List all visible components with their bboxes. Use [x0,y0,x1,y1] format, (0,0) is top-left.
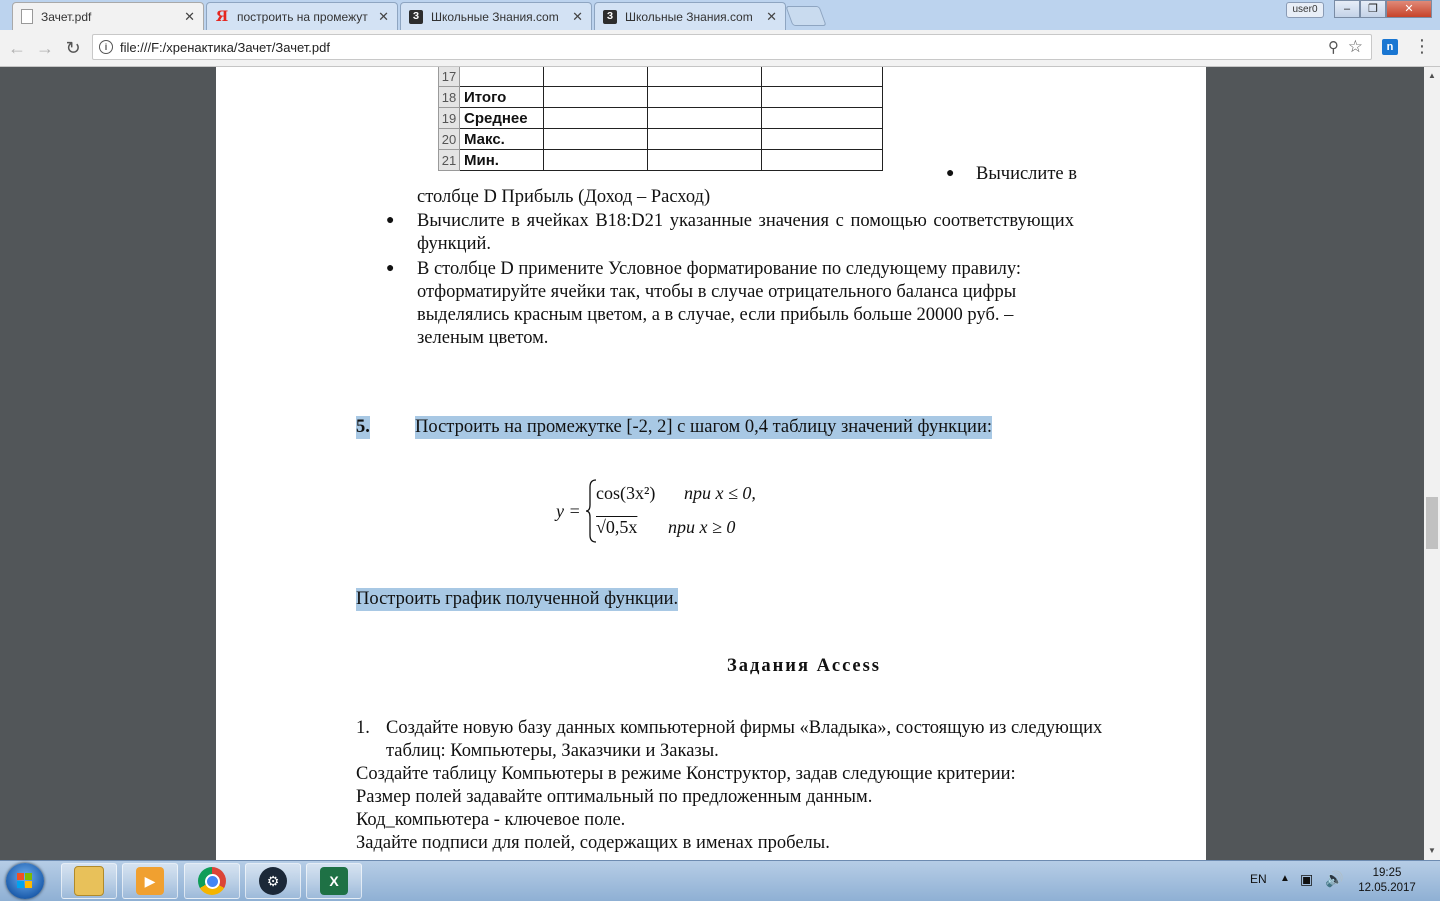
row-label: Среднее [460,108,544,129]
pdf-file-icon [21,9,33,24]
paragraph-line: Вычислите в ячейках B18:D21 указанные значения с помощью соответствующих [417,211,1074,231]
tab-title: Школьные Знания.com [431,9,559,24]
close-icon[interactable]: ✕ [184,8,195,24]
media-player-icon: ▶ [136,867,164,895]
tab-znania-1[interactable] [400,2,592,30]
row-number: 18 [439,87,460,108]
windows-taskbar [0,860,1440,901]
table-row [439,129,883,150]
bullet-dot: ● [386,261,395,276]
list-number: 1. [356,718,370,738]
paragraph-line: таблиц: Компьютеры, Заказчики и Заказы. [386,741,719,761]
row-label [460,67,544,87]
windows-logo-icon [17,873,33,889]
vertical-scrollbar[interactable] [1424,67,1440,860]
row-number: 19 [439,108,460,129]
folder-icon [74,866,104,896]
paragraph-line: зеленым цветом. [417,328,549,348]
menu-dots-icon[interactable]: ⋮ [1413,36,1431,56]
scrollbar-thumb[interactable] [1426,497,1438,549]
pdf-page [216,67,1206,860]
scroll-up-icon[interactable]: ▲ [1428,71,1436,80]
tab-title: Школьные Знания.com [625,9,753,24]
close-icon[interactable]: ✕ [572,8,583,24]
paragraph-line: функций. [417,234,491,254]
clock-date: 12.05.2017 [1358,882,1416,894]
close-icon[interactable]: ✕ [378,8,389,24]
network-icon[interactable]: ▣ [1300,871,1314,887]
formula-cond-1: при x ≤ 0, [684,483,756,503]
info-icon[interactable]: i [99,40,113,54]
row-number: 20 [439,129,460,150]
taskbar-excel[interactable] [306,863,362,899]
row-label: Итого [460,87,544,108]
formula-case-1: cos(3x²) [596,483,656,503]
browser-toolbar [0,30,1440,67]
paragraph-line: Размер полей задавайте оптимальный по предложенным данным. [356,787,873,807]
paragraph-line: Создайте таблицу Компьютеры в режиме Конструктор, задав следующие критерии: [356,764,1016,784]
close-icon[interactable]: ✕ [766,8,777,24]
paragraph-line: Создайте новую базу данных компьютерной фирмы «Владыка», состоящую из следующих [386,718,1103,738]
back-arrow-icon[interactable]: ← [8,38,26,58]
znania-icon: З [603,10,617,24]
tab-yandex-search[interactable] [206,2,398,30]
taskbar-chrome[interactable] [184,863,240,899]
table-row [439,150,883,171]
paragraph-line: Код_компьютера - ключевое поле. [356,810,626,830]
taskbar-media-player[interactable] [122,863,178,899]
paragraph-line: Задайте подписи для полей, содержащих в именах пробелы. [356,833,830,853]
forward-arrow-icon[interactable]: → [36,38,54,58]
scroll-down-icon[interactable]: ▼ [1428,846,1436,855]
row-number: 21 [439,150,460,171]
paragraph-line: В столбце D примените Условное форматирование по следующему правилу: [417,259,1022,279]
bookmark-star-icon[interactable]: ☆ [1347,37,1363,56]
paragraph-line: столбце D Прибыль (Доход – Расход) [417,187,711,207]
table-row [439,87,883,108]
piecewise-formula [556,477,786,557]
row-label: Макс. [460,129,544,150]
task-number: 5. [356,417,370,437]
taskbar-steam[interactable] [245,863,301,899]
row-number: 17 [439,67,460,87]
table-row [439,67,883,87]
row-label: Мин. [460,150,544,171]
chrome-icon [198,867,226,895]
formula-cond-2: при x ≥ 0 [668,517,736,537]
paragraph-line: Вычислите в [976,164,1077,184]
bullet-dot: ● [946,166,955,181]
formula-lhs: y = [556,501,581,521]
extension-icon[interactable]: n [1382,39,1398,55]
minimize-button[interactable]: – [1334,0,1360,18]
clock-time: 19:25 [1372,867,1402,879]
reload-icon[interactable]: ↻ [65,38,81,58]
pdf-viewer [0,67,1424,860]
maximize-button[interactable]: ❐ [1360,0,1386,18]
url-text[interactable]: file:///F:/хренактика/Зачет/Зачет.pdf [120,40,330,55]
paragraph-line: выделялись красным цветом, а в случае, если прибыль больше 20000 руб. – [417,305,1014,325]
excel-icon: X [320,867,348,895]
window-close-button[interactable]: ✕ [1386,0,1432,18]
tab-znania-2[interactable] [594,2,786,30]
tab-title: Зачет.pdf [41,9,92,24]
tab-strip [0,0,1440,30]
plot-task-text: Построить график полученной функции. [356,589,679,609]
system-clock[interactable] [1352,866,1422,896]
task-text: Построить на промежутке [-2, 2] с шагом 0,4 таблицу значений функции: [415,417,992,437]
bullet-dot: ● [386,213,395,228]
address-bar[interactable] [92,34,1372,60]
yandex-icon: Я [215,8,229,25]
tab-title: построить на промежут [237,9,368,24]
volume-icon[interactable]: 🔊 [1325,871,1344,888]
formula-case-2: √0,5x [596,517,638,537]
tray-expand-icon[interactable]: ▲ [1280,873,1290,884]
section-heading: Задания Access [727,656,881,676]
paragraph-line: отформатируйте ячейки так, чтобы в случае отрицательного баланса цифры [417,282,1017,302]
steam-icon: ⚙ [259,867,287,895]
language-indicator[interactable]: EN [1250,872,1267,886]
table-row [439,108,883,129]
start-button[interactable] [6,863,44,899]
tab-zachet-pdf[interactable] [12,2,204,30]
znania-icon: З [409,10,423,24]
new-tab-button[interactable] [785,6,826,26]
spreadsheet-fragment [438,67,883,171]
taskbar-file-explorer[interactable] [61,863,117,899]
zoom-icon[interactable]: ⚲ [1328,39,1339,56]
user-profile-button[interactable]: user0 [1286,2,1324,18]
